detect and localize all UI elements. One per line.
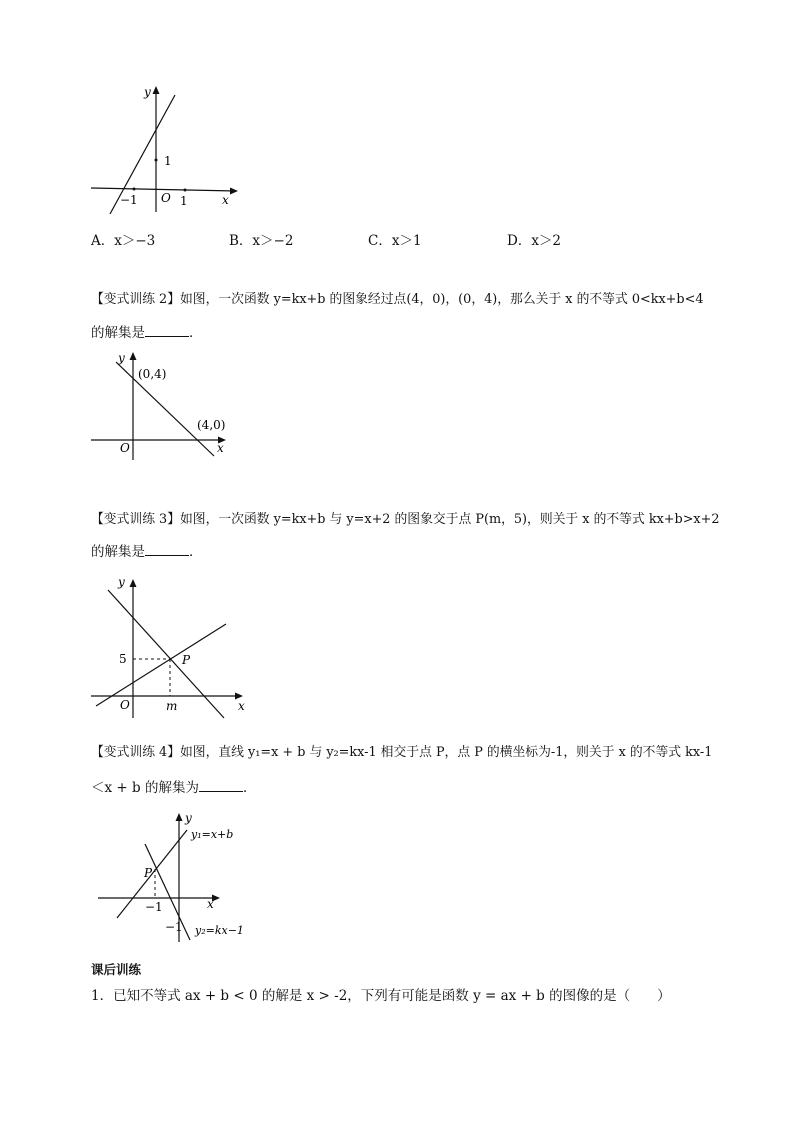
graph-4-y2-label: y₂=kx−1 (195, 924, 244, 937)
graph-1 (88, 84, 248, 219)
graph-3-point-p: P (182, 653, 191, 667)
graph-3 (88, 572, 253, 720)
graph-1-origin: O (161, 191, 171, 205)
graph-3-origin: O (120, 698, 130, 712)
graph-1-neg-one: −1 (120, 193, 138, 207)
graph-1-y-label: y (144, 85, 151, 99)
graph-4 (95, 808, 255, 948)
graph-2-origin: O (120, 441, 130, 455)
x-axis-arrow (230, 188, 238, 195)
graph-4-y-label: y (185, 811, 192, 825)
q2-line2-text: 的解集是 (91, 325, 145, 341)
q2-line2-end: ． (189, 325, 203, 341)
y-axis-arrow (153, 86, 160, 94)
graph-3-m: m (166, 699, 178, 713)
graph-4-point-p: P (144, 866, 153, 880)
graph-1-x-label: x (222, 193, 229, 207)
graph-1-one-x: 1 (180, 194, 188, 208)
q3-line2-end: ． (189, 544, 203, 560)
q4-line1: 【变式训练 4】如图，直线 y₁=x + b 与 y₂=kx-1 相交于点 P，点 P 的横坐标为-1，则关于 x 的不等式 kx-1 (91, 745, 713, 760)
option-c: C．x＞1 (368, 233, 422, 249)
q4-line2 (91, 777, 256, 798)
q3-line2 (91, 541, 203, 562)
graph-2-x-label: x (217, 441, 224, 455)
graph-4-y1-label: y₁=x+b (191, 828, 234, 841)
q2-answer-blank[interactable] (145, 322, 189, 337)
option-b: B．x＞−2 (229, 233, 294, 249)
graph-1-one-y: 1 (164, 154, 172, 168)
graph-3-five: 5 (119, 652, 127, 666)
q4-line2-text: ＜x + b 的解集为 (91, 780, 199, 796)
graph-3-y-label: y (118, 575, 125, 589)
q3-line1: 【变式训练 3】如图，一次函数 y=kx+b 与 y=x+2 的图象交于点 P(m，5)，则关于 x 的不等式 kx+b>x+2 (91, 512, 720, 527)
q5-line: 1．已知不等式 ax + b < 0 的解是 x > -2，下列有可能是函数 y = ax + b 的图像的是（ ） (91, 988, 671, 1004)
graph-2-y-label: y (118, 351, 125, 365)
section-title: 课后训练 (91, 962, 142, 977)
graph-3-line-x-2 (96, 624, 226, 706)
q3-line2-text: 的解集是 (91, 544, 145, 560)
graph-4-neg-one-x: −1 (145, 900, 163, 914)
graph-2 (88, 348, 238, 463)
q2-line2 (91, 322, 203, 343)
graph-2-point-4-0: (4,0) (197, 418, 226, 432)
graph-4-x-label: x (207, 897, 214, 911)
graph-2-point-0-4: (0,4) (138, 367, 167, 381)
q2-line1: 【变式训练 2】如图，一次函数 y=kx+b 的图象经过点(4，0)，(0，4)，那么关于 x 的不等式 0<kx+b<4 (91, 292, 704, 307)
q4-answer-blank[interactable] (199, 777, 243, 792)
option-d: D．x＞2 (507, 233, 562, 249)
graph-4-neg-one-y: −1 (165, 920, 183, 934)
q3-answer-blank[interactable] (145, 541, 189, 556)
q4-line2-end: ． (242, 780, 257, 796)
graph-3-x-label: x (238, 699, 245, 713)
option-a: A．x＞−3 (91, 233, 156, 249)
